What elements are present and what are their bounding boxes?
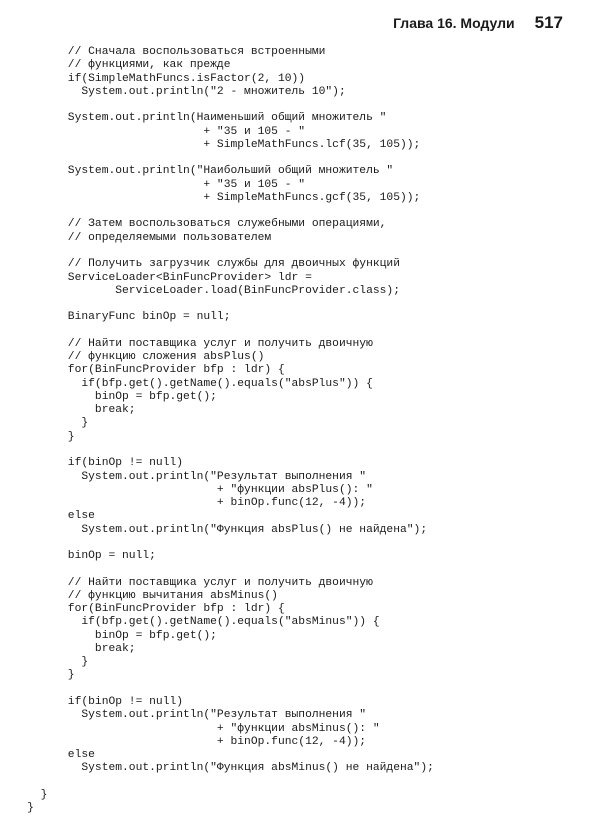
code-line: ServiceLoader.load(BinFuncProvider.class); [0,284,400,297]
code-line [0,152,434,165]
code-line [0,205,434,218]
code-line: // Затем воспользоваться служебными операциями, [0,218,387,231]
code-line: if(binOp != null) [0,696,184,709]
code-line: } [0,802,34,815]
code-line: + binOp.func(12, -4)); [0,735,367,748]
code-line: } [0,656,89,669]
code-line [0,563,434,576]
code-line: if(bfp.get().getName().equals("absMinus")) { [0,616,380,629]
code-line: binOp = bfp.get(); [0,390,217,403]
code-line [0,444,434,457]
code-line: if(SimpleMathFuncs.isFactor(2, 10)) [0,72,306,85]
code-line: else [0,510,95,523]
code-line: // Найти поставщика услуг и получить двоичную [0,576,373,589]
code-line: System.out.println("Наибольший общий множитель " [0,165,394,178]
chapter-title: Глава 16. Модули [393,15,515,31]
code-line [0,245,434,258]
code-line: break; [0,642,136,655]
code-line: } [0,417,89,430]
page-number: 517 [534,13,563,32]
code-line: // определяемыми пользователем [0,231,272,244]
code-listing [0,46,434,815]
code-line: // функцию вычитания absMinus() [0,589,278,602]
code-line: + binOp.func(12, -4)); [0,497,367,510]
code-line: + "функции absMinus(): " [0,722,380,735]
code-line: + "35 и 105 - " [0,125,306,138]
code-line [0,325,434,338]
code-line: System.out.println(Наименьший общий множитель " [0,112,387,125]
code-line: for(BinFuncProvider bfp : ldr) { [0,603,285,616]
code-line: binOp = null; [0,550,156,563]
page-header [393,13,563,41]
code-line: if(binOp != null) [0,457,184,470]
code-line: // функциями, как прежде [0,59,231,72]
code-line: else [0,749,95,762]
code-line: ServiceLoader<BinFuncProvider> ldr = [0,271,312,284]
code-line: System.out.println("Результат выполнения " [0,470,367,483]
code-line [0,776,434,789]
code-line: binOp = bfp.get(); [0,629,217,642]
code-line: // Сначала воспользоваться встроенными [0,46,326,58]
code-line: break; [0,404,136,417]
code-line: } [0,430,75,443]
code-line: if(bfp.get().getName().equals("absPlus")) { [0,377,373,390]
code-line [0,99,434,112]
code-line: + "35 и 105 - " [0,178,306,191]
code-line: System.out.println("2 - множитель 10"); [0,85,346,98]
code-line [0,298,434,311]
code-line: + SimpleMathFuncs.lcf(35, 105)); [0,138,421,151]
code-line: // Получить загрузчик службы для двоичных функций [0,258,400,271]
code-line: + SimpleMathFuncs.gcf(35, 105)); [0,191,421,204]
code-line: + "функции absPlus(): " [0,483,373,496]
code-line [0,683,434,696]
code-line: // Найти поставщика услуг и получить двоичную [0,337,373,350]
code-line: System.out.println("Функция absMinus() не найдена"); [0,762,434,775]
code-line: System.out.println("Функция absPlus() не найдена"); [0,523,428,536]
code-line: for(BinFuncProvider bfp : ldr) { [0,364,285,377]
code-line [0,537,434,550]
code-line: } [0,788,48,801]
code-line: System.out.println("Результат выполнения " [0,709,367,722]
code-line: BinaryFunc binOp = null; [0,311,231,324]
code-line: // функцию сложения absPlus() [0,351,265,364]
code-line: } [0,669,75,682]
